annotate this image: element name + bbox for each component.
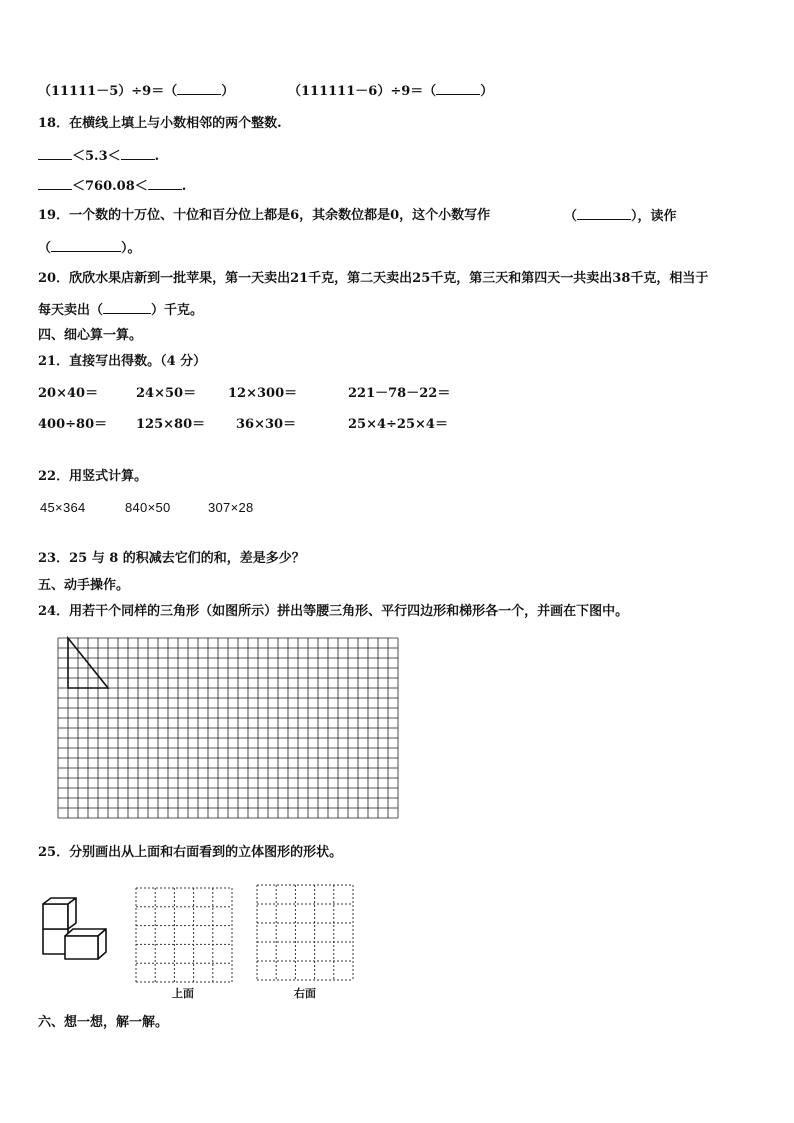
q21-title: 21．直接写出得数。（4 分） xyxy=(38,354,207,369)
q20-text1: 20．欣欣水果店新到一批苹果，第一天卖出21千克，第二天卖出25千克，第三天和第四天一共卖出38千克，相当于 xyxy=(38,271,709,286)
q21-item: 25×4÷25×4＝ xyxy=(348,417,448,432)
q22-item: 840×50 xyxy=(125,500,171,515)
section-6-heading: 六、想一想，解一解。 xyxy=(38,1015,169,1030)
section-5-heading: 五、动手操作。 xyxy=(38,578,130,593)
q18-title: 18．在横线上填上与小数相邻的两个整数. xyxy=(38,116,282,131)
q23-text: 23．25 与 8 的积减去它们的和，差是多少？ xyxy=(38,551,305,566)
q19-answer2: （ ）。 xyxy=(38,241,141,256)
q21-item: 20×40＝ xyxy=(38,386,99,401)
right-view-label: 右面 xyxy=(294,987,316,1000)
q21-item: 36×30＝ xyxy=(236,417,297,432)
q21-item: 12×300＝ xyxy=(228,386,298,401)
q20-text2: 每天卖出（ ）千克。 xyxy=(38,303,204,318)
q19-answer1: （ ），读作 xyxy=(564,209,677,224)
q22-item: 45×364 xyxy=(40,500,86,515)
q25-text: 25．分别画出从上面和右面看到的立体图形的形状。 xyxy=(38,845,343,860)
q21-item: 400÷80＝ xyxy=(38,417,108,432)
q22-item: 307×28 xyxy=(208,500,254,515)
q18-line1: ＜5.3＜ . xyxy=(38,148,159,165)
q24-text: 24．用若干个同样的三角形（如图所示）拼出等腰三角形、平行四边形和梯形各一个，并画在下图中。 xyxy=(38,604,629,619)
q18-line2: ＜760.08＜ . xyxy=(38,178,186,195)
q22-title: 22．用竖式计算。 xyxy=(38,469,148,484)
q21-item: 24×50＝ xyxy=(136,386,197,401)
section-4-heading: 四、细心算一算。 xyxy=(38,328,143,343)
q19-text1: 19．一个数的十万位、十位和百分位上都是6，其余数位都是0，这个小数写作 xyxy=(38,208,491,223)
q17-expr-b: （111111－6）÷9＝（ ） xyxy=(288,84,494,99)
q21-item: 125×80＝ xyxy=(136,417,206,432)
q17-expr-a: （11111－5）÷9＝（ ） xyxy=(38,84,235,99)
q21-item: 221－78－22＝ xyxy=(348,386,451,401)
top-view-label: 上面 xyxy=(172,987,194,1000)
